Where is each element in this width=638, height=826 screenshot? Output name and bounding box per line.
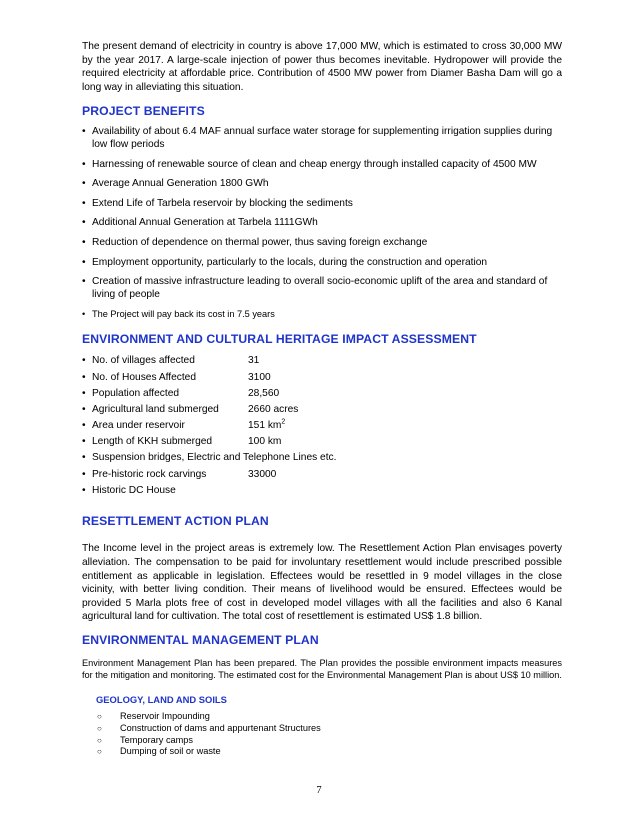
impact-list (82, 355, 562, 497)
geology-list (96, 711, 562, 758)
resettlement-paragraph: The Income level in the project areas is extremely low. The Resettlement Action Plan envisages poverty alleviation. The compensation to be paid for involuntary resettlement would include prescribed possible entitlement as applicable in legislation. Effectees would be resettled in 9 model villages in the close vicinity, with better living condition. Their means of livelihood would be ensured. Effectees would be provided 5 Marla plots free of cost in developed model villages with all the facilities and also 6 Kanal agricultural land for cultivation. The total cost of resettlement is estimated US$ 1.8 billion. (82, 543, 562, 623)
resettlement-heading: RESETTLEMENT ACTION PLAN (82, 514, 269, 529)
hollow-bullet-icon: ○ (97, 747, 102, 757)
bullet-icon: • (82, 452, 86, 464)
benefit-item: • Harnessing of renewable source of clean and cheap energy through installed capacity of 4500 MW (82, 158, 537, 170)
emp-heading: ENVIRONMENTAL MANAGEMENT PLAN (82, 632, 319, 647)
hollow-bullet-icon: ○ (97, 723, 102, 733)
bullet-icon: • (82, 403, 86, 415)
benefit-item: • Additional Annual Generation at Tarbela 1111GWh (82, 217, 318, 229)
bullet-icon: • (82, 468, 86, 480)
geology-item: ○ Temporary camps (97, 734, 194, 745)
bullet-icon: • (82, 276, 86, 288)
impact-row: • Population affected 28,560 (82, 387, 280, 399)
geology-section (96, 694, 562, 758)
page-number: 7 (316, 785, 322, 796)
impact-row: • Suspension bridges, Electric and Telephone Lines etc. (82, 452, 337, 464)
bullet-icon: • (82, 126, 86, 138)
benefit-item: • Reduction of dependence on thermal power, thus saving foreign exchange (82, 236, 428, 248)
hollow-bullet-icon: ○ (97, 711, 102, 721)
bullet-icon: • (82, 256, 86, 268)
impact-row: • Area under reservoir 151 $km^2$ (82, 418, 286, 432)
geology-item: ○ Reservoir Impounding (97, 710, 210, 721)
benefit-item: • Average Annual Generation 1800 GWh (82, 178, 269, 190)
impact-row: • No. of villages affected 31 (82, 355, 260, 367)
impact-row: • Agricultural land submerged 2660 acres (82, 403, 299, 415)
bullet-icon: • (82, 309, 86, 320)
benefit-item: • Availability of about 6.4 MAF annual surface water storage for supplementing irrigation supplies during low flow periods (82, 126, 553, 150)
geology-heading: GEOLOGY, LAND AND SOILS (96, 693, 227, 705)
bullet-icon: • (82, 217, 86, 229)
bullet-icon: • (82, 158, 86, 170)
benefit-item: • Employment opportunity, particularly to the locals, during the construction and operation (82, 256, 488, 268)
bullet-icon: • (82, 387, 86, 399)
benefit-item: • Extend Life of Tarbela reservoir by blocking the sediments (82, 197, 353, 209)
bullet-icon: • (82, 197, 86, 209)
impact-row: • Length of KKH submerged 100 km (82, 436, 282, 448)
bullet-icon: • (82, 236, 86, 248)
document-page (82, 40, 562, 758)
geology-item: ○ Dumping of soil or waste (97, 746, 221, 757)
bullet-icon: • (82, 484, 86, 496)
bullet-icon: • (82, 371, 86, 383)
bullet-icon: • (82, 436, 86, 448)
bullet-icon: • (82, 355, 86, 367)
bullet-icon: • (82, 420, 86, 432)
benefits-heading: PROJECT BENEFITS (82, 104, 205, 119)
intro-paragraph: The present demand of electricity in country is above 17,000 MW, which is estimated to cross 30,000 MW by the year 2017. A large-scale injection of power thus becomes inevitable. Hydropower will provide the required electricity at affordable price. Contribution of 4500 MW power from Diamer Basha Dam will go a long way in alleviating this situation. (82, 41, 562, 93)
benefit-item: • The Project will pay back its cost in 7.5 years (82, 309, 275, 320)
impact-row: • No. of Houses Affected 3100 (82, 371, 271, 383)
geology-item: ○ Construction of dams and appurtenant Structures (97, 722, 321, 733)
bullet-icon: • (82, 178, 86, 190)
benefits-list (82, 126, 562, 320)
benefit-item: • Creation of massive infrastructure leading to overall socio-economic uplift of the area and standard of living of people (82, 276, 548, 300)
impact-row: • Pre-historic rock carvings 33000 (82, 468, 277, 480)
hollow-bullet-icon: ○ (97, 735, 102, 745)
impact-heading: ENVIRONMENT AND CULTURAL HERITAGE IMPACT ASSESSMENT (82, 332, 477, 347)
emp-paragraph: Environment Management Plan has been prepared. The Plan provides the possible environment impacts measures for the mitigation and monitoring. The estimated cost for the Environmental Management Plan is about US$ 10 million. (82, 657, 562, 680)
impact-row: • Historic DC House (82, 484, 176, 496)
